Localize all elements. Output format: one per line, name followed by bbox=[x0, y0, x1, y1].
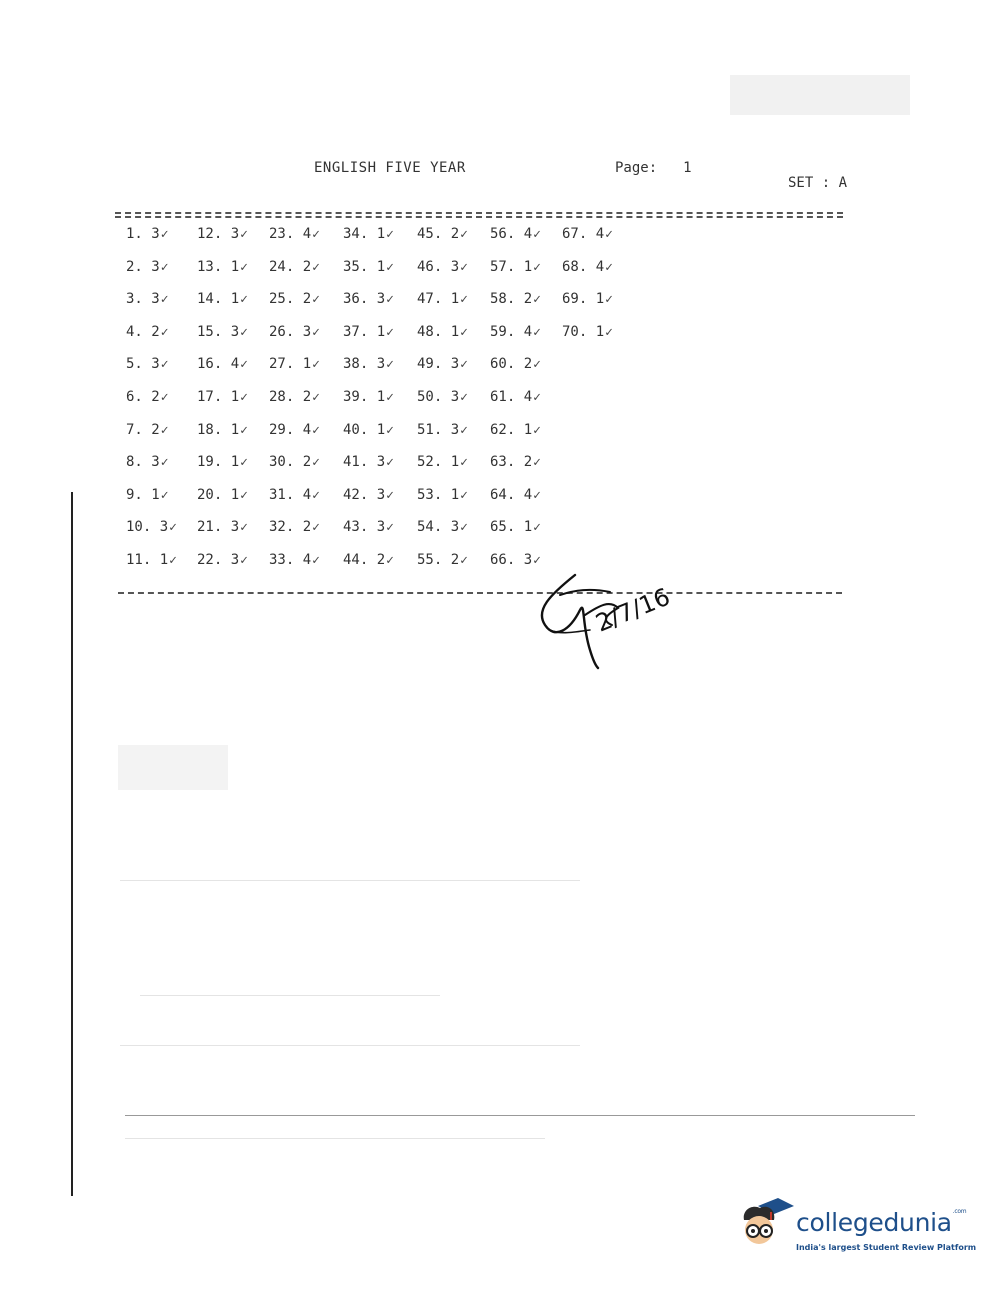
question-number: 65. bbox=[490, 519, 524, 536]
question-number: 32. bbox=[269, 519, 303, 536]
scan-smudge bbox=[730, 75, 910, 115]
page-title: ENGLISH FIVE YEAR bbox=[314, 160, 466, 176]
question-number: 59. bbox=[490, 323, 524, 340]
answer-option: 3 bbox=[151, 291, 160, 308]
answer-option: 4 bbox=[302, 486, 312, 503]
answer-item bbox=[417, 389, 468, 405]
answer-option: 3 bbox=[376, 486, 386, 503]
question-number: 14. bbox=[197, 291, 231, 308]
question-number: 33. bbox=[269, 552, 303, 568]
question-number: 63. bbox=[490, 454, 524, 471]
answer-option: 1 bbox=[230, 291, 240, 308]
question-number: 4. bbox=[126, 323, 152, 340]
answer-option: 2 bbox=[151, 389, 160, 405]
answer-item bbox=[197, 487, 248, 503]
scan-noise-line bbox=[125, 1138, 545, 1139]
answer-item bbox=[126, 422, 169, 438]
answer-option: 2 bbox=[302, 258, 312, 275]
question-number: 61. bbox=[490, 389, 524, 405]
answer-option: 4 bbox=[523, 389, 533, 405]
question-number: 52. bbox=[417, 454, 451, 471]
check-mark-icon: ✓ bbox=[160, 357, 169, 373]
question-number: 35. bbox=[343, 258, 377, 275]
check-mark-icon: ✓ bbox=[533, 455, 541, 471]
check-mark-icon: ✓ bbox=[460, 455, 468, 471]
question-number: 17. bbox=[197, 389, 231, 405]
question-number: 50. bbox=[417, 389, 451, 405]
answer-option: 2 bbox=[151, 421, 160, 438]
question-number: 10. bbox=[126, 519, 160, 536]
answer-item bbox=[417, 259, 468, 275]
answer-item bbox=[343, 291, 394, 307]
page-label: Page: bbox=[615, 160, 658, 176]
answer-item bbox=[417, 487, 468, 503]
answer-item bbox=[490, 422, 541, 438]
answer-option: 1 bbox=[595, 291, 605, 308]
answer-option: 2 bbox=[450, 552, 460, 568]
scan-noise-line bbox=[140, 995, 440, 996]
scan-smudge bbox=[118, 745, 228, 790]
check-mark-icon: ✓ bbox=[460, 422, 468, 438]
answer-item bbox=[490, 454, 541, 470]
scan-bottom-line bbox=[125, 1115, 915, 1116]
check-mark-icon: ✓ bbox=[386, 259, 394, 275]
question-number: 12. bbox=[197, 226, 231, 242]
signature-date: 2/7/16 bbox=[591, 582, 674, 638]
question-number: 43. bbox=[343, 519, 377, 536]
check-mark-icon: ✓ bbox=[533, 422, 541, 438]
answer-item bbox=[343, 324, 394, 340]
answer-item bbox=[197, 291, 248, 307]
question-number: 1. bbox=[126, 226, 152, 242]
check-mark-icon: ✓ bbox=[460, 487, 468, 503]
answer-item bbox=[562, 291, 613, 307]
check-mark-icon: ✓ bbox=[312, 553, 320, 568]
answer-item bbox=[126, 519, 177, 535]
check-mark-icon: ✓ bbox=[312, 422, 320, 438]
scan-noise-line bbox=[120, 1045, 580, 1046]
question-number: 21. bbox=[197, 519, 231, 536]
check-mark-icon: ✓ bbox=[169, 553, 177, 568]
answer-item bbox=[562, 226, 613, 242]
answer-item bbox=[197, 324, 248, 340]
answer-item bbox=[490, 519, 541, 535]
check-mark-icon: ✓ bbox=[460, 553, 468, 568]
answer-item bbox=[343, 226, 394, 242]
question-number: 18. bbox=[197, 421, 231, 438]
answer-item bbox=[417, 226, 468, 242]
logo-wordmark: collegedunia bbox=[796, 1208, 952, 1237]
question-number: 11. bbox=[126, 552, 160, 568]
answer-option: 4 bbox=[302, 226, 312, 242]
answer-option: 1 bbox=[151, 486, 160, 503]
answer-item bbox=[269, 454, 320, 470]
answer-item bbox=[269, 356, 320, 372]
answer-item bbox=[126, 487, 169, 503]
answer-item bbox=[269, 226, 320, 242]
answer-option: 3 bbox=[450, 519, 460, 536]
answer-option: 3 bbox=[151, 454, 160, 471]
check-mark-icon: ✓ bbox=[240, 227, 248, 242]
check-mark-icon: ✓ bbox=[386, 553, 394, 568]
check-mark-icon: ✓ bbox=[460, 390, 468, 405]
answer-option: 4 bbox=[230, 356, 240, 373]
answer-option: 1 bbox=[230, 258, 240, 275]
check-mark-icon: ✓ bbox=[160, 422, 169, 438]
answer-option: 1 bbox=[302, 356, 312, 373]
question-number: 27. bbox=[269, 356, 303, 373]
answer-item bbox=[343, 259, 394, 275]
question-number: 8. bbox=[126, 454, 152, 471]
answer-option: 2 bbox=[151, 323, 160, 340]
question-number: 57. bbox=[490, 258, 524, 275]
question-number: 6. bbox=[126, 389, 152, 405]
question-number: 3. bbox=[126, 291, 152, 308]
check-mark-icon: ✓ bbox=[240, 487, 248, 503]
question-number: 69. bbox=[562, 291, 596, 308]
check-mark-icon: ✓ bbox=[240, 259, 248, 275]
check-mark-icon: ✓ bbox=[386, 487, 394, 503]
question-number: 47. bbox=[417, 291, 451, 308]
answer-option: 1 bbox=[376, 226, 386, 242]
answer-option: 3 bbox=[151, 226, 160, 242]
answer-item bbox=[417, 454, 468, 470]
check-mark-icon: ✓ bbox=[160, 292, 169, 308]
check-mark-icon: ✓ bbox=[533, 520, 541, 536]
question-number: 37. bbox=[343, 323, 377, 340]
question-number: 40. bbox=[343, 421, 377, 438]
check-mark-icon: ✓ bbox=[605, 259, 613, 275]
answer-item bbox=[126, 226, 169, 242]
answer-item bbox=[197, 226, 248, 242]
answer-item bbox=[417, 291, 468, 307]
answer-option: 1 bbox=[450, 454, 460, 471]
check-mark-icon: ✓ bbox=[605, 324, 613, 340]
question-number: 15. bbox=[197, 323, 231, 340]
answer-option: 4 bbox=[302, 552, 312, 568]
answer-option: 1 bbox=[230, 421, 240, 438]
check-mark-icon: ✓ bbox=[460, 324, 468, 340]
answer-item bbox=[126, 356, 169, 372]
answer-item bbox=[490, 356, 541, 372]
question-number: 31. bbox=[269, 486, 303, 503]
check-mark-icon: ✓ bbox=[533, 553, 541, 568]
mascot-icon bbox=[738, 1198, 796, 1258]
answer-option: 2 bbox=[302, 519, 312, 536]
answer-item bbox=[343, 519, 394, 535]
answer-item bbox=[269, 259, 320, 275]
answer-option: 1 bbox=[230, 454, 240, 471]
answer-item bbox=[417, 324, 468, 340]
question-number: 46. bbox=[417, 258, 451, 275]
answer-item bbox=[269, 519, 320, 535]
answer-option: 3 bbox=[151, 258, 160, 275]
check-mark-icon: ✓ bbox=[533, 227, 541, 242]
check-mark-icon: ✓ bbox=[240, 357, 248, 373]
answer-item bbox=[490, 389, 541, 405]
answer-option: 2 bbox=[376, 552, 386, 568]
answer-item bbox=[126, 454, 169, 470]
check-mark-icon: ✓ bbox=[386, 227, 394, 242]
answer-item bbox=[126, 324, 169, 340]
answer-item bbox=[269, 291, 320, 307]
answer-option: 2 bbox=[302, 389, 312, 405]
question-number: 64. bbox=[490, 486, 524, 503]
check-mark-icon: ✓ bbox=[312, 292, 320, 308]
answer-option: 4 bbox=[523, 323, 533, 340]
answer-option: 4 bbox=[595, 226, 605, 242]
question-number: 16. bbox=[197, 356, 231, 373]
answer-option: 3 bbox=[151, 356, 160, 373]
answer-option: 3 bbox=[302, 323, 312, 340]
check-mark-icon: ✓ bbox=[386, 292, 394, 308]
question-number: 28. bbox=[269, 389, 303, 405]
answer-option: 3 bbox=[376, 291, 386, 308]
question-number: 30. bbox=[269, 454, 303, 471]
answer-item bbox=[197, 389, 248, 405]
answer-item bbox=[490, 259, 541, 275]
question-number: 25. bbox=[269, 291, 303, 308]
check-mark-icon: ✓ bbox=[240, 520, 248, 536]
question-number: 49. bbox=[417, 356, 451, 373]
answer-item bbox=[490, 291, 541, 307]
answer-option: 1 bbox=[230, 389, 240, 405]
answer-option: 3 bbox=[230, 226, 240, 242]
answer-option: 2 bbox=[302, 454, 312, 471]
check-mark-icon: ✓ bbox=[312, 357, 320, 373]
answer-option: 2 bbox=[523, 454, 533, 471]
answer-item bbox=[269, 487, 320, 503]
check-mark-icon: ✓ bbox=[169, 520, 177, 536]
answer-option: 3 bbox=[450, 389, 460, 405]
question-number: 67. bbox=[562, 226, 596, 242]
answer-item bbox=[197, 422, 248, 438]
check-mark-icon: ✓ bbox=[386, 422, 394, 438]
check-mark-icon: ✓ bbox=[533, 324, 541, 340]
check-mark-icon: ✓ bbox=[386, 455, 394, 471]
answer-item bbox=[269, 422, 320, 438]
answer-option: 3 bbox=[376, 454, 386, 471]
question-number: 70. bbox=[562, 323, 596, 340]
answer-option: 1 bbox=[376, 421, 386, 438]
check-mark-icon: ✓ bbox=[460, 292, 468, 308]
question-number: 24. bbox=[269, 258, 303, 275]
answer-option: 2 bbox=[302, 291, 312, 308]
check-mark-icon: ✓ bbox=[386, 357, 394, 373]
question-number: 20. bbox=[197, 486, 231, 503]
check-mark-icon: ✓ bbox=[386, 520, 394, 536]
answer-option: 2 bbox=[523, 356, 533, 373]
question-number: 26. bbox=[269, 323, 303, 340]
logo-tagline: India's largest Student Review Platform bbox=[796, 1243, 977, 1252]
check-mark-icon: ✓ bbox=[533, 357, 541, 373]
check-mark-icon: ✓ bbox=[533, 487, 541, 503]
question-number: 36. bbox=[343, 291, 377, 308]
answer-item bbox=[562, 324, 613, 340]
answer-item bbox=[343, 552, 394, 568]
signature bbox=[530, 570, 690, 680]
answer-item bbox=[343, 389, 394, 405]
check-mark-icon: ✓ bbox=[160, 455, 169, 471]
question-number: 56. bbox=[490, 226, 524, 242]
answer-item bbox=[269, 324, 320, 340]
check-mark-icon: ✓ bbox=[240, 455, 248, 471]
answer-item bbox=[490, 487, 541, 503]
answer-option: 2 bbox=[523, 291, 533, 308]
answer-option: 4 bbox=[302, 421, 312, 438]
question-number: 34. bbox=[343, 226, 377, 242]
answer-item bbox=[269, 389, 320, 405]
check-mark-icon: ✓ bbox=[460, 520, 468, 536]
answer-option: 1 bbox=[450, 291, 460, 308]
check-mark-icon: ✓ bbox=[386, 390, 394, 405]
check-mark-icon: ✓ bbox=[240, 324, 248, 340]
question-number: 60. bbox=[490, 356, 524, 373]
question-number: 9. bbox=[126, 486, 152, 503]
answer-option: 1 bbox=[450, 323, 460, 340]
answer-item bbox=[417, 356, 468, 372]
question-number: 41. bbox=[343, 454, 377, 471]
answer-option: 3 bbox=[450, 258, 460, 275]
check-mark-icon: ✓ bbox=[160, 487, 169, 503]
answer-item bbox=[197, 259, 248, 275]
answer-option: 4 bbox=[523, 226, 533, 242]
answer-item bbox=[269, 552, 320, 568]
answer-item bbox=[126, 291, 169, 307]
question-number: 23. bbox=[269, 226, 303, 242]
question-number: 45. bbox=[417, 226, 451, 242]
question-number: 68. bbox=[562, 258, 596, 275]
check-mark-icon: ✓ bbox=[312, 390, 320, 405]
check-mark-icon: ✓ bbox=[605, 227, 613, 242]
answer-option: 3 bbox=[376, 356, 386, 373]
question-number: 38. bbox=[343, 356, 377, 373]
check-mark-icon: ✓ bbox=[460, 227, 468, 242]
answer-option: 1 bbox=[523, 421, 533, 438]
answer-item bbox=[197, 356, 248, 372]
logo-domain-mark: .com bbox=[952, 1208, 967, 1215]
question-number: 44. bbox=[343, 552, 377, 568]
check-mark-icon: ✓ bbox=[240, 292, 248, 308]
question-number: 53. bbox=[417, 486, 451, 503]
answer-item bbox=[197, 552, 248, 568]
question-number: 58. bbox=[490, 291, 524, 308]
answer-item bbox=[417, 552, 468, 568]
answer-option: 3 bbox=[230, 323, 240, 340]
answer-item bbox=[490, 552, 541, 568]
answer-option: 4 bbox=[595, 258, 605, 275]
check-mark-icon: ✓ bbox=[312, 227, 320, 242]
check-mark-icon: ✓ bbox=[533, 390, 541, 405]
answer-item bbox=[343, 422, 394, 438]
answer-option: 3 bbox=[523, 552, 533, 568]
answer-option: 3 bbox=[230, 552, 240, 568]
answer-option: 3 bbox=[159, 519, 169, 536]
answer-item bbox=[343, 454, 394, 470]
question-number: 51. bbox=[417, 421, 451, 438]
check-mark-icon: ✓ bbox=[160, 324, 169, 340]
check-mark-icon: ✓ bbox=[533, 259, 541, 275]
question-number: 42. bbox=[343, 486, 377, 503]
answer-option: 1 bbox=[376, 258, 386, 275]
question-number: 5. bbox=[126, 356, 152, 373]
question-number: 39. bbox=[343, 389, 377, 405]
answer-option: 1 bbox=[159, 552, 169, 568]
answer-option: 4 bbox=[523, 486, 533, 503]
answer-option: 3 bbox=[450, 421, 460, 438]
check-mark-icon: ✓ bbox=[312, 520, 320, 536]
check-mark-icon: ✓ bbox=[240, 422, 248, 438]
answer-item bbox=[126, 389, 169, 405]
question-number: 29. bbox=[269, 421, 303, 438]
answer-option: 1 bbox=[376, 323, 386, 340]
check-mark-icon: ✓ bbox=[312, 455, 320, 471]
answer-item bbox=[417, 422, 468, 438]
collegedunia-logo bbox=[738, 1198, 977, 1258]
answer-option: 1 bbox=[450, 486, 460, 503]
check-mark-icon: ✓ bbox=[312, 259, 320, 275]
answer-option: 1 bbox=[595, 323, 605, 340]
check-mark-icon: ✓ bbox=[312, 487, 320, 503]
check-mark-icon: ✓ bbox=[533, 292, 541, 308]
answer-item bbox=[126, 552, 177, 568]
question-number: 19. bbox=[197, 454, 231, 471]
check-mark-icon: ✓ bbox=[160, 227, 169, 242]
question-number: 13. bbox=[197, 258, 231, 275]
question-number: 22. bbox=[197, 552, 231, 568]
question-number: 48. bbox=[417, 323, 451, 340]
check-mark-icon: ✓ bbox=[160, 259, 169, 275]
answer-item bbox=[490, 226, 541, 242]
check-mark-icon: ✓ bbox=[160, 390, 169, 405]
answer-item bbox=[343, 356, 394, 372]
check-mark-icon: ✓ bbox=[460, 357, 468, 373]
check-mark-icon: ✓ bbox=[460, 259, 468, 275]
page-number: 1 bbox=[683, 160, 692, 176]
answer-option: 1 bbox=[523, 258, 533, 275]
answer-item bbox=[197, 519, 248, 535]
check-mark-icon: ✓ bbox=[240, 390, 248, 405]
answer-option: 2 bbox=[450, 226, 460, 242]
check-mark-icon: ✓ bbox=[605, 292, 613, 308]
question-number: 66. bbox=[490, 552, 524, 568]
question-number: 54. bbox=[417, 519, 451, 536]
answer-option: 3 bbox=[376, 519, 386, 536]
check-mark-icon: ✓ bbox=[386, 324, 394, 340]
question-number: 62. bbox=[490, 421, 524, 438]
set-label: SET : A bbox=[788, 175, 848, 191]
answer-item bbox=[417, 519, 468, 535]
answer-option: 1 bbox=[230, 486, 240, 503]
check-mark-icon: ✓ bbox=[240, 553, 248, 568]
question-number: 55. bbox=[417, 552, 451, 568]
answer-item bbox=[490, 324, 541, 340]
check-mark-icon: ✓ bbox=[312, 324, 320, 340]
answer-option: 1 bbox=[376, 389, 386, 405]
answer-item bbox=[343, 487, 394, 503]
question-number: 2. bbox=[126, 258, 152, 275]
answer-item bbox=[197, 454, 248, 470]
answer-option: 3 bbox=[450, 356, 460, 373]
footer-divider bbox=[118, 592, 842, 594]
answer-option: 1 bbox=[523, 519, 533, 536]
question-number: 7. bbox=[126, 421, 152, 438]
answer-item bbox=[562, 259, 613, 275]
answer-item bbox=[126, 259, 169, 275]
answer-option: 3 bbox=[230, 519, 240, 536]
scan-noise-line bbox=[120, 880, 580, 881]
